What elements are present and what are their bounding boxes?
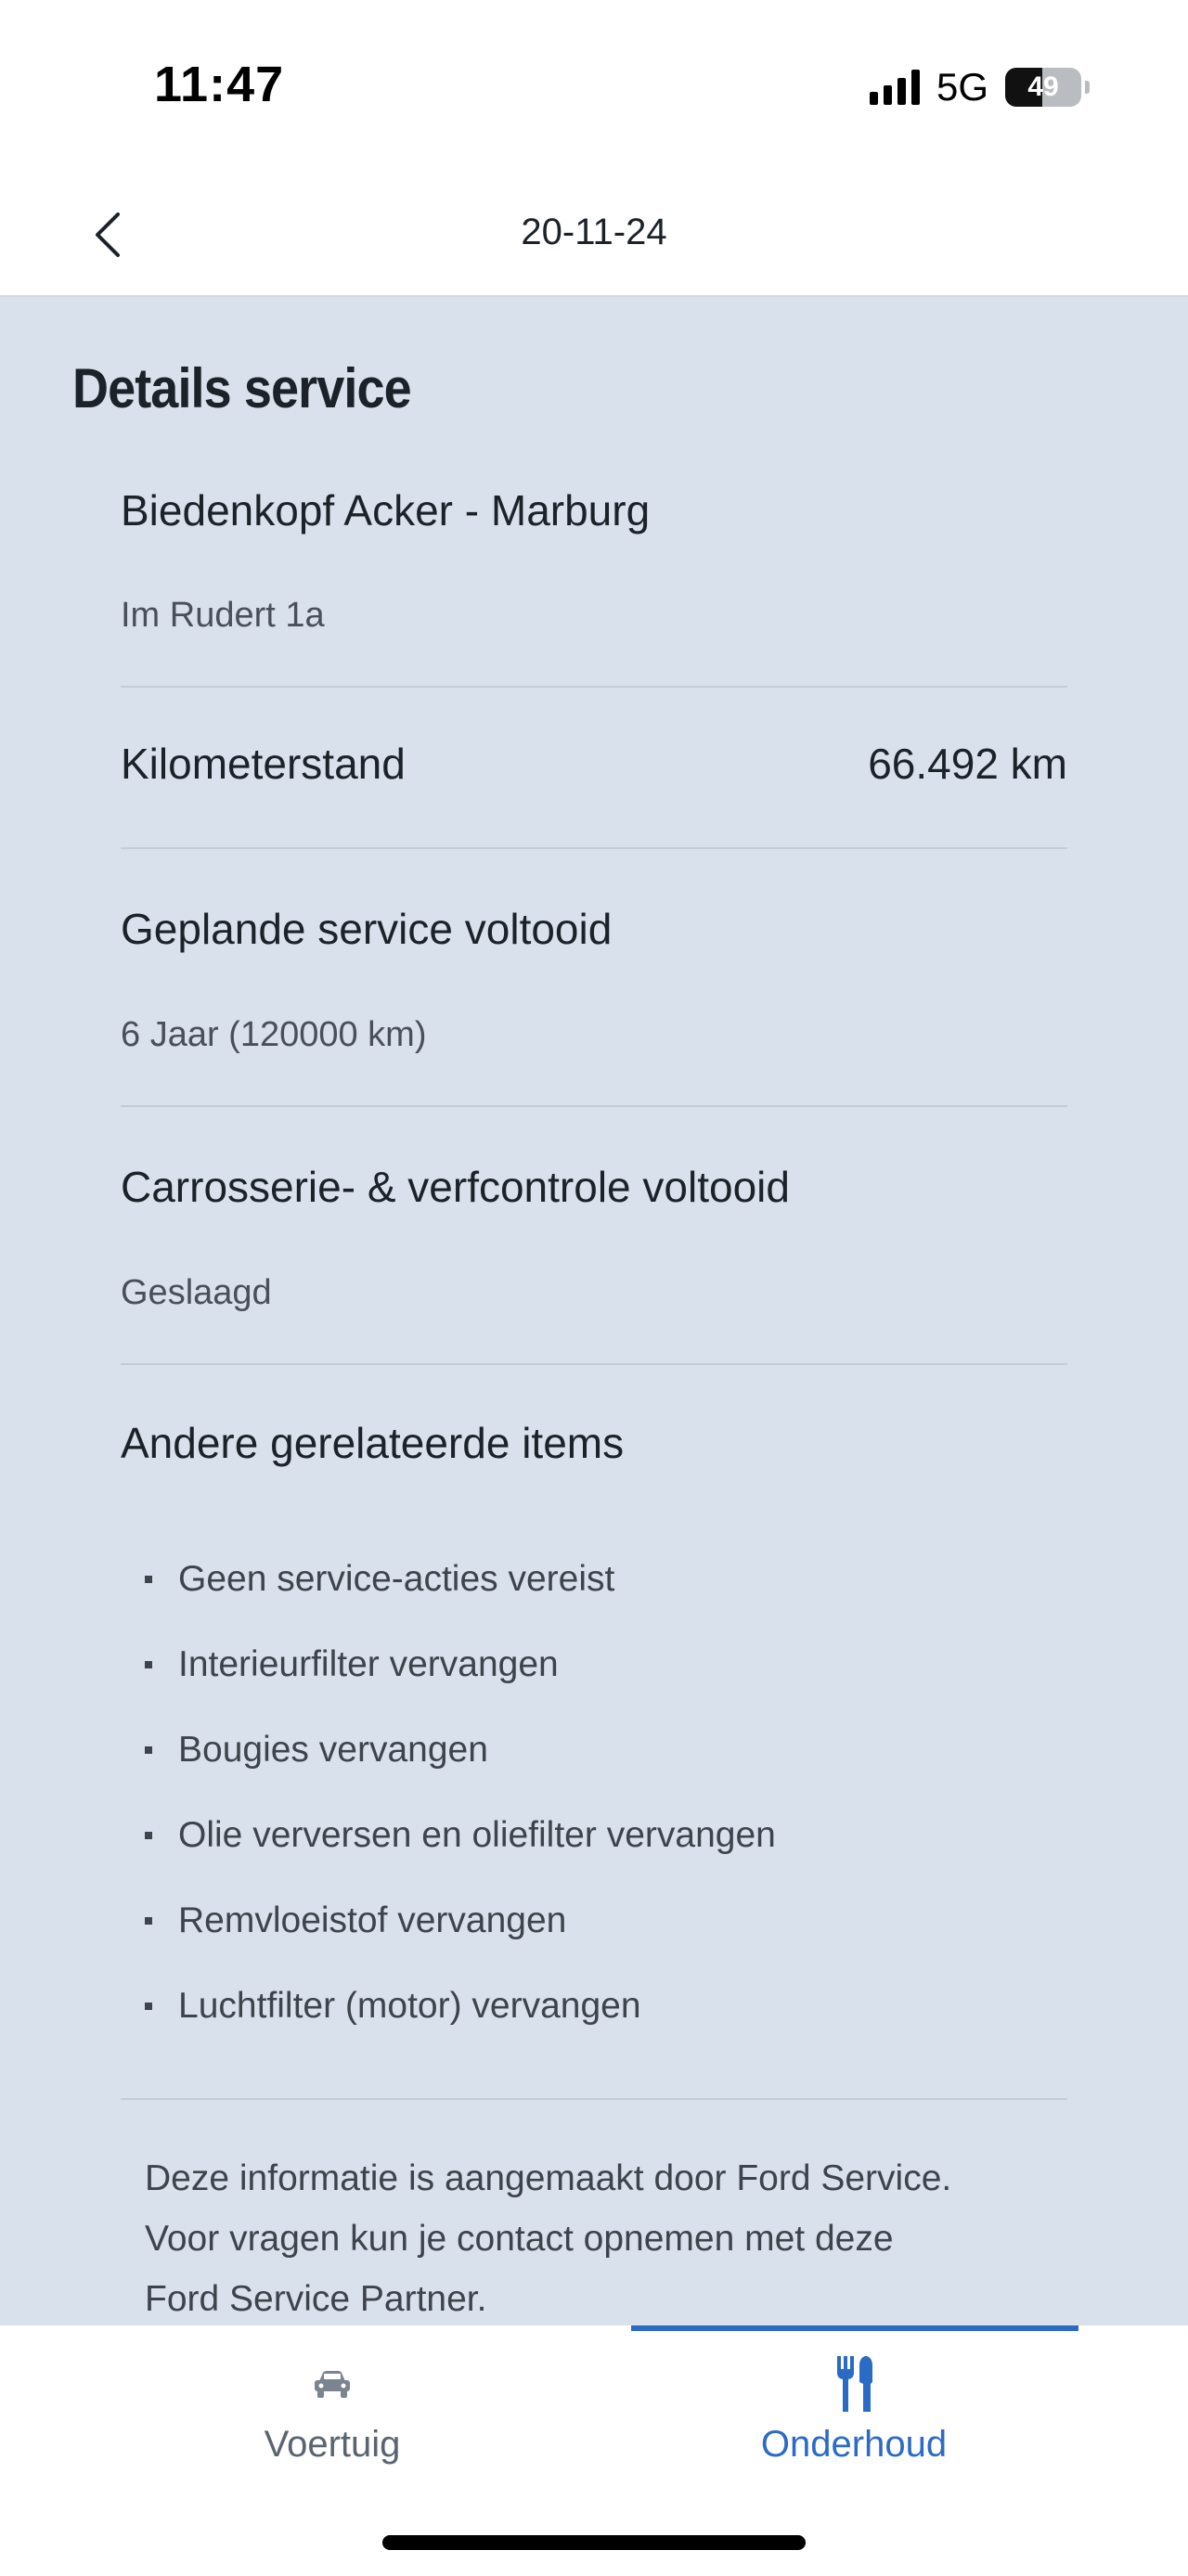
dealer-address: [121, 596, 1067, 636]
top-navigation: [0, 176, 1188, 297]
body-paint-check-heading: [121, 1162, 1067, 1212]
mileage-row: [121, 731, 1067, 796]
dealer-address-text: Im Rudert 1a: [121, 596, 325, 635]
home-indicator[interactable]: [382, 2535, 806, 2550]
list-item: Interieurfilter vervangen: [139, 1622, 1067, 1707]
mileage-label: Kilometerstand: [121, 740, 406, 788]
page-title: Details service: [72, 357, 411, 419]
scheduled-service-value-text: 6 Jaar (120000 km): [121, 1015, 427, 1054]
footnote-line: Deze informatie is aangemaakt door Ford Service.: [145, 2158, 952, 2198]
divider: [121, 2098, 1067, 2100]
service-details-content[interactable]: [0, 297, 1188, 2325]
info-footnote: [145, 2148, 1073, 2325]
car-icon: [312, 2353, 353, 2415]
divider: [121, 1363, 1067, 1365]
other-items-heading: [121, 1418, 1067, 1468]
list-item: Luchtfilter (motor) vervangen: [139, 1964, 1067, 2049]
body-paint-check-heading-text: Carrosserie- & verfcontrole voltooid: [121, 1163, 790, 1211]
scheduled-service-heading: [121, 904, 1067, 954]
tab-maintenance-label: Onderhoud: [760, 2424, 948, 2465]
divider: [121, 1105, 1067, 1107]
signal-strength-icon: [870, 70, 920, 105]
status-bar: [0, 0, 1188, 176]
other-items-heading-text: Andere gerelateerde items: [121, 1419, 625, 1467]
tab-vehicle[interactable]: [193, 2353, 471, 2474]
footnote-line: Ford Service Partner.: [145, 2279, 487, 2319]
body-paint-check-value: [121, 1273, 1067, 1313]
battery-cap: [1085, 81, 1090, 94]
tab-vehicle-label: Voertuig: [264, 2424, 401, 2465]
status-time: 11:47: [154, 57, 285, 112]
network-type: 5G: [936, 65, 988, 109]
mileage-value: 66.492 km: [868, 740, 1067, 788]
footnote-line: Voor vragen kun je contact opnemen met deze: [145, 2219, 894, 2259]
dealer-name: [121, 485, 1067, 535]
page-date-title: 20-11-24: [521, 212, 667, 252]
other-items-list: [139, 1537, 1067, 2049]
list-item: Remvloeistof vervangen: [139, 1878, 1067, 1964]
battery-icon: [1005, 68, 1081, 107]
list-item: Olie verversen en oliefilter vervangen: [139, 1793, 1067, 1878]
divider: [121, 686, 1067, 688]
body-paint-check-value-text: Geslaagd: [121, 1273, 272, 1312]
dealer-name-text: Biedenkopf Acker - Marburg: [121, 486, 651, 535]
active-tab-indicator: [631, 2325, 1078, 2331]
list-item: Geen service-acties vereist: [139, 1537, 1067, 1622]
divider: [121, 847, 1067, 849]
tools-icon: [832, 2353, 876, 2415]
scheduled-service-heading-text: Geplande service voltooid: [121, 905, 613, 953]
tab-maintenance[interactable]: [715, 2353, 993, 2474]
list-item: Bougies vervangen: [139, 1707, 1067, 1793]
status-indicators: [870, 65, 1090, 109]
scheduled-service-value: [121, 1015, 1067, 1055]
battery-percentage: 49: [1027, 71, 1059, 102]
